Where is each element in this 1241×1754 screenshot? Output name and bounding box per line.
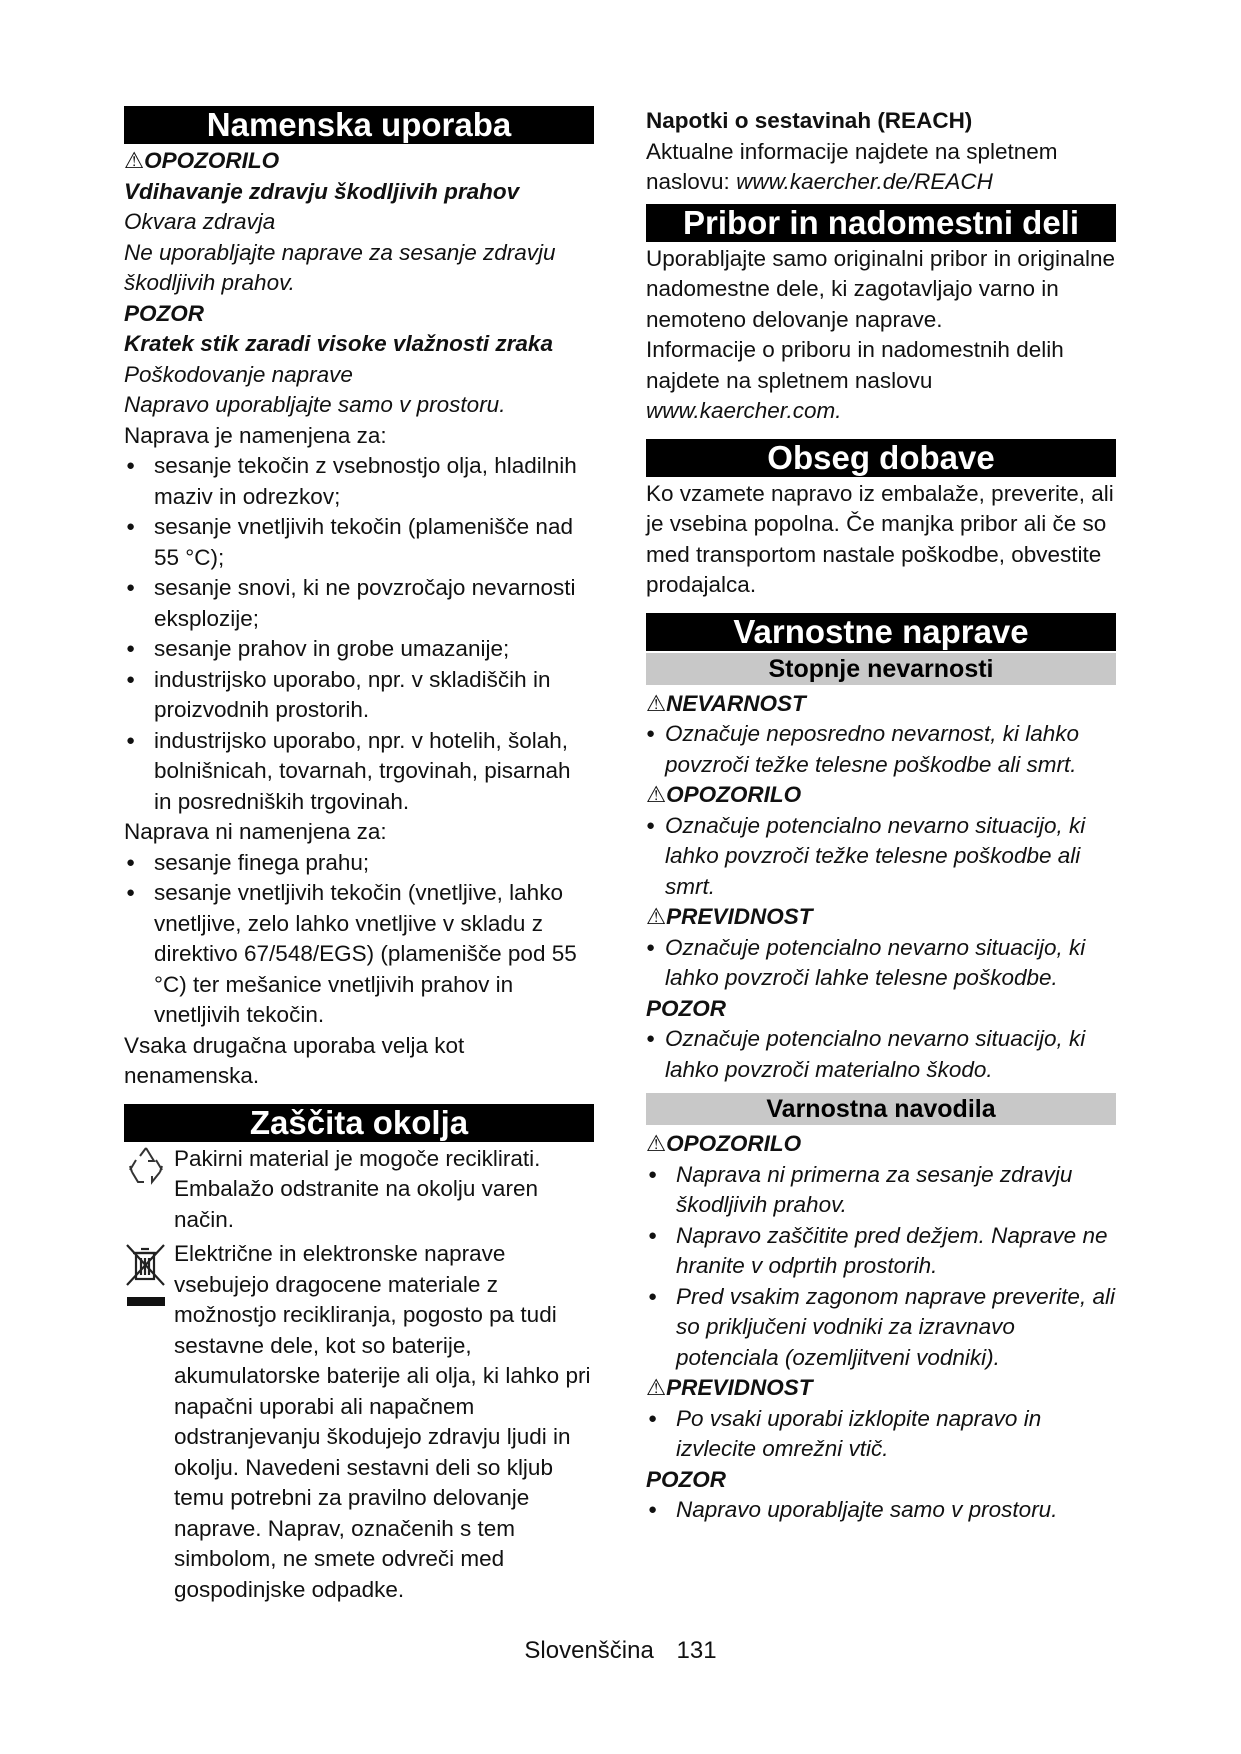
warning-triangle-icon: ⚠ <box>646 904 667 929</box>
warning-effect: Okvara zdravja <box>124 209 276 234</box>
navodila-opozorilo-label: ⚠OPOZORILO <box>646 1131 802 1156</box>
navodila-previdnost-label: ⚠PREVIDNOST <box>646 1375 813 1400</box>
reach-text: Aktualne informacije najdete na spletnem naslovu: www.kaercher.de/REACH <box>646 138 1058 194</box>
warning-label: ⚠OPOZORILO <box>124 148 280 173</box>
section-heading-pribor: Pribor in nadomestni deli <box>646 204 1116 242</box>
not-intended-list <box>124 848 594 1031</box>
kaercher-link[interactable]: www.kaercher.com. <box>646 398 842 423</box>
page-number: 131 <box>676 1637 717 1664</box>
section-heading-namenska-uporaba: Namenska uporaba <box>124 106 594 144</box>
list-item: ● sesanje vnetljivih tekočin (plamenišče nad 55 °C); <box>124 512 594 573</box>
reach-link[interactable]: www.kaercher.de/REACH <box>736 169 993 194</box>
intended-list <box>124 451 594 817</box>
obseg-text: Ko vzamete napravo iz embalaže, preverite, ali je vsebina popolna. Če manjka pribor ali če so med transportom nastale poškodbe, obvestite prodajalca. <box>646 480 1114 597</box>
other-use-text: Vsaka drugačna uporaba velja kot nenamenska. <box>124 1032 465 1088</box>
list-item: ● sesanje snovi, ki ne povzročajo nevarnosti eksplozije; <box>124 573 594 634</box>
list-item: ● Po vsaki uporabi izklopite napravo in izvlecite omrežni vtič. <box>646 1404 1116 1465</box>
list-item: ● Naprava ni primerna za sesanje zdravju škodljivih prahov. <box>646 1160 1116 1221</box>
pozor-action: Napravo uporabljajte samo v prostoru. <box>124 392 506 417</box>
section-heading-zascita-okolja: Zaščita okolja <box>124 1104 594 1142</box>
warning-triangle-icon: ⚠ <box>646 690 667 716</box>
list-item: ● Napravo uporabljajte samo v prostoru. <box>646 1495 1116 1526</box>
recycle-block <box>124 1144 594 1236</box>
navodila-pozor-list <box>646 1495 1116 1526</box>
crossed-out-bin-icon <box>124 1239 168 1321</box>
weee-text: Električne in elektronske naprave vsebujejo dragocene materiale z možnostjo recikliranja, pogosto pa tudi sestavne dele, kot so baterije, akumulatorske baterije ali olja, ki lahko pri napačni uporabi ali napačnem odstranjevanju škodujejo zdravju ljudi in okolju. Navedeni sestavni deli so kljub temu potrebni za pravilno delovanje naprave. Naprav, označenih s tem simbolom, ne smete odvreči med gospodinjske odpadke. <box>174 1241 591 1602</box>
level-label-previdnost: ⚠PREVIDNOST <box>646 904 813 929</box>
warning-triangle-icon: ⚠ <box>124 148 145 173</box>
list-item: ● Označuje neposredno nevarnost, ki lahko povzroči težke telesne poškodbe ali smrt. <box>646 719 1116 780</box>
level-label-nevarnost: ⚠NEVARNOST <box>646 690 806 716</box>
pozor-effect: Poškodovanje naprave <box>124 361 353 387</box>
not-intended-intro: Naprava ni namenjena za: <box>124 819 387 844</box>
reach-title: Napotki o sestavinah (REACH) <box>646 108 973 133</box>
list-item: ● Pred vsakim zagonom naprave preverite, ali so priključeni vodniki za izravnavo potenciala (ozemljitveni vodniki). <box>646 1282 1116 1374</box>
list-item: ● sesanje vnetljivih tekočin (vnetljive, lahko vnetljive, zelo lahko vnetljive v skladu z direktivo 67/548/EGS) (plamenišče pod 55 °C) ter mešanice vnetljivih prahov in vnetljivih tekočin. <box>124 878 594 1031</box>
level-list <box>646 1024 1116 1085</box>
warning-triangle-icon: ⚠ <box>646 782 667 807</box>
warning-triangle-icon: ⚠ <box>646 1131 667 1156</box>
subheading-varnostna-navodila: Varnostna navodila <box>646 1093 1116 1125</box>
navodila-opozorilo-list <box>646 1160 1116 1374</box>
level-label-opozorilo: ⚠OPOZORILO <box>646 782 802 807</box>
warning-triangle-icon: ⚠ <box>646 1375 667 1400</box>
pribor-text-2: Informacije o priboru in nadomestnih delih najdete na spletnem naslovu www.kaercher.com. <box>646 337 1064 423</box>
right-column <box>646 106 1116 1526</box>
level-list <box>646 719 1116 780</box>
list-item: ● sesanje tekočin z vsebnostjo olja, hladilnih maziv in odrezkov; <box>124 451 594 512</box>
list-item: ● Označuje potencialno nevarno situacijo, ki lahko povzroči lahke telesne poškodbe. <box>646 933 1116 994</box>
section-heading-obseg-dobave: Obseg dobave <box>646 439 1116 477</box>
left-column <box>124 106 594 1605</box>
weee-block <box>124 1239 594 1605</box>
list-item: ● Označuje potencialno nevarno situacijo, ki lahko povzroči materialno škodo. <box>646 1024 1116 1085</box>
recycle-icon <box>124 1144 168 1186</box>
page-footer <box>0 1637 1241 1665</box>
warning-title: Vdihavanje zdravju škodljivih prahov <box>124 178 520 204</box>
pribor-text-1: Uporabljajte samo originalni pribor in originalne nadomestne dele, ki zagotavljajo varno in nemoteno delovanje naprave. <box>646 245 1116 332</box>
level-list <box>646 933 1116 994</box>
level-list <box>646 811 1116 903</box>
list-item: ● industrijsko uporabo, npr. v skladiščih in proizvodnih prostorih. <box>124 665 594 726</box>
footer-language: Slovenščina <box>524 1637 654 1664</box>
navodila-previdnost-list <box>646 1404 1116 1465</box>
subheading-stopnje-nevarnosti: Stopnje nevarnosti <box>646 653 1116 685</box>
section-heading-varnostne-naprave: Varnostne naprave <box>646 613 1116 651</box>
level-label-pozor: POZOR <box>646 995 727 1021</box>
pozor-label: POZOR <box>124 300 205 326</box>
list-item: ● sesanje prahov in grobe umazanije; <box>124 634 594 665</box>
intended-intro: Naprava je namenjena za: <box>124 422 387 448</box>
list-item: ● Napravo zaščitite pred dežjem. Naprave ne hranite v odprtih prostorih. <box>646 1221 1116 1282</box>
recycle-text: Pakirni material je mogoče reciklirati. Embalažo odstranite na okolju varen način. <box>174 1145 541 1232</box>
warning-action: Ne uporabljajte naprave za sesanje zdravju škodljivih prahov. <box>124 239 556 295</box>
navodila-pozor-label: POZOR <box>646 1466 727 1492</box>
list-item: ● Označuje potencialno nevarno situacijo, ki lahko povzroči težke telesne poškodbe ali smrt. <box>646 811 1116 903</box>
list-item: ● industrijsko uporabo, npr. v hotelih, šolah, bolnišnicah, tovarnah, trgovinah, pisarnah in posredniških trgovinah. <box>124 726 594 818</box>
list-item: ● sesanje finega prahu; <box>124 848 594 879</box>
pozor-title: Kratek stik zaradi visoke vlažnosti zraka <box>124 331 553 356</box>
